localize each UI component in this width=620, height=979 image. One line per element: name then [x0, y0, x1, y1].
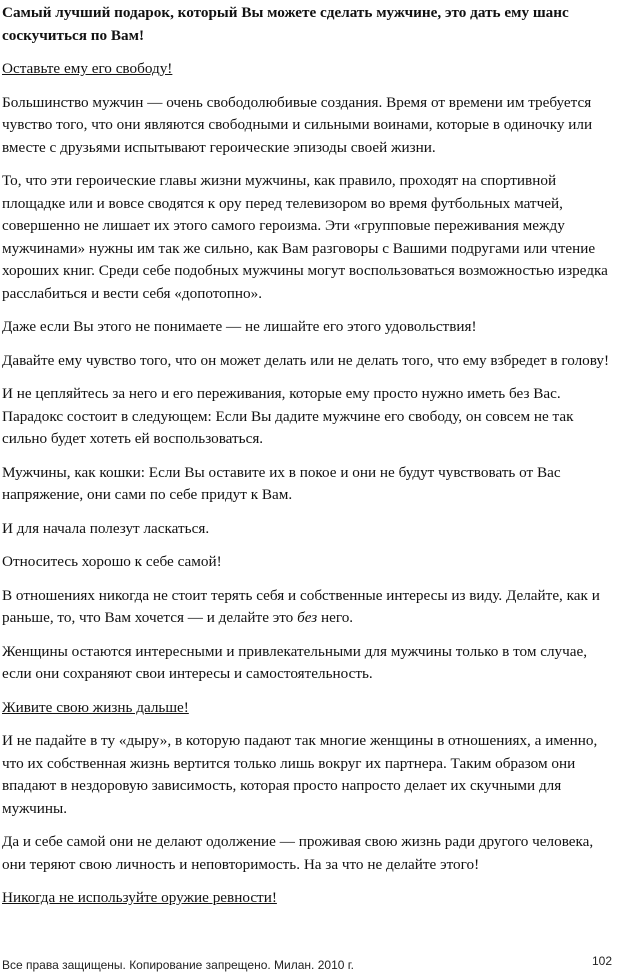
paragraph: Женщины остаются интересными и привлекательными для мужчины только в том случае, если они сохраняют свои интересы и самостоятельность.	[2, 642, 588, 682]
paragraph: И не падайте в ту «дыру», в которую падают так многие женщины в отношениях, а именно, что их собственная жизнь вертится только лишь вокруг их партнера. Таким образом они впадают в нездоровую зависимость, которая просто напросто делает их скучными для мужчины.	[2, 732, 598, 817]
paragraph-text: него.	[317, 609, 354, 626]
paragraph: То, что эти героические главы жизни мужчины, как правило, проходят на спортивной площадке или и вовсе сводятся к ору перед телевизором во время футбольных матчей, совершенно не лишает их этого самого героизма. Эти «групповые переживания между мужчинами» нужны им так же сильно, как Вам разговоры с Вашими подругами или чтение хороших книг. Среди себе подобных мужчины могут воспользоваться возможностью изредка расслабиться и вести себя «допотопно».	[2, 172, 608, 302]
paragraph: И не цепляйтесь за него и его переживания, которые ему просто нужно иметь без Вас. Парадокс состоит в следующем: Если Вы дадите мужчине его свободу, он совсем не так сильно будет хотеть ей воспользоваться.	[2, 385, 574, 447]
footer-copyright: Все права защищены. Копирование запрещено. Милан. 2010 г.	[2, 958, 355, 972]
section-heading-freedom: Оставьте ему его свободу!	[2, 60, 173, 77]
section-heading-jealousy: Никогда не используйте оружие ревности!	[2, 889, 277, 906]
page-content	[2, 2, 614, 921]
paragraph-text: В отношениях никогда не стоит терять себя и собственные интересы из виду. Делайте, как и раньше, то, что Вам хочется — и делайте это	[2, 586, 600, 626]
paragraph: Большинство мужчин — очень свободолюбивые создания. Время от времени им требуется чувство того, что они являются свободными и сильными воинами, которые в одиночку или вместе с друзьями испытывают героические эпизоды своей жизни.	[2, 93, 593, 156]
paragraph: Даже если Вы этого не понимаете — не лишайте его этого удовольствия!	[2, 318, 477, 335]
paragraph-with-emphasis	[2, 585, 614, 630]
paragraph: Да и себе самой они не делают одолжение — проживая свою жизнь ради другого человека, они теряют свою личность и неповторимость. На за что не делайте этого!	[2, 833, 594, 873]
emphasis-text: без	[297, 609, 318, 626]
paragraph: Давайте ему чувство того, что он может делать или не делать того, что ему взбредет в голову!	[2, 351, 610, 369]
paragraph: И для начала полезут ласкаться.	[2, 519, 210, 537]
paragraph: Мужчины, как кошки: Если Вы оставите их в покое и они не будут чувствовать от Вас напряжение, они сами по себе придут к Вам.	[2, 463, 561, 503]
paragraph: Относитесь хорошо к себе самой!	[2, 553, 222, 570]
page-number: 102	[591, 954, 612, 968]
section-heading-live-your-life: Живите свою жизнь дальше!	[2, 698, 189, 716]
page-title: Самый лучший подарок, который Вы можете сделать мужчине, это дать ему шанс соскучиться по Вам!	[2, 4, 569, 44]
